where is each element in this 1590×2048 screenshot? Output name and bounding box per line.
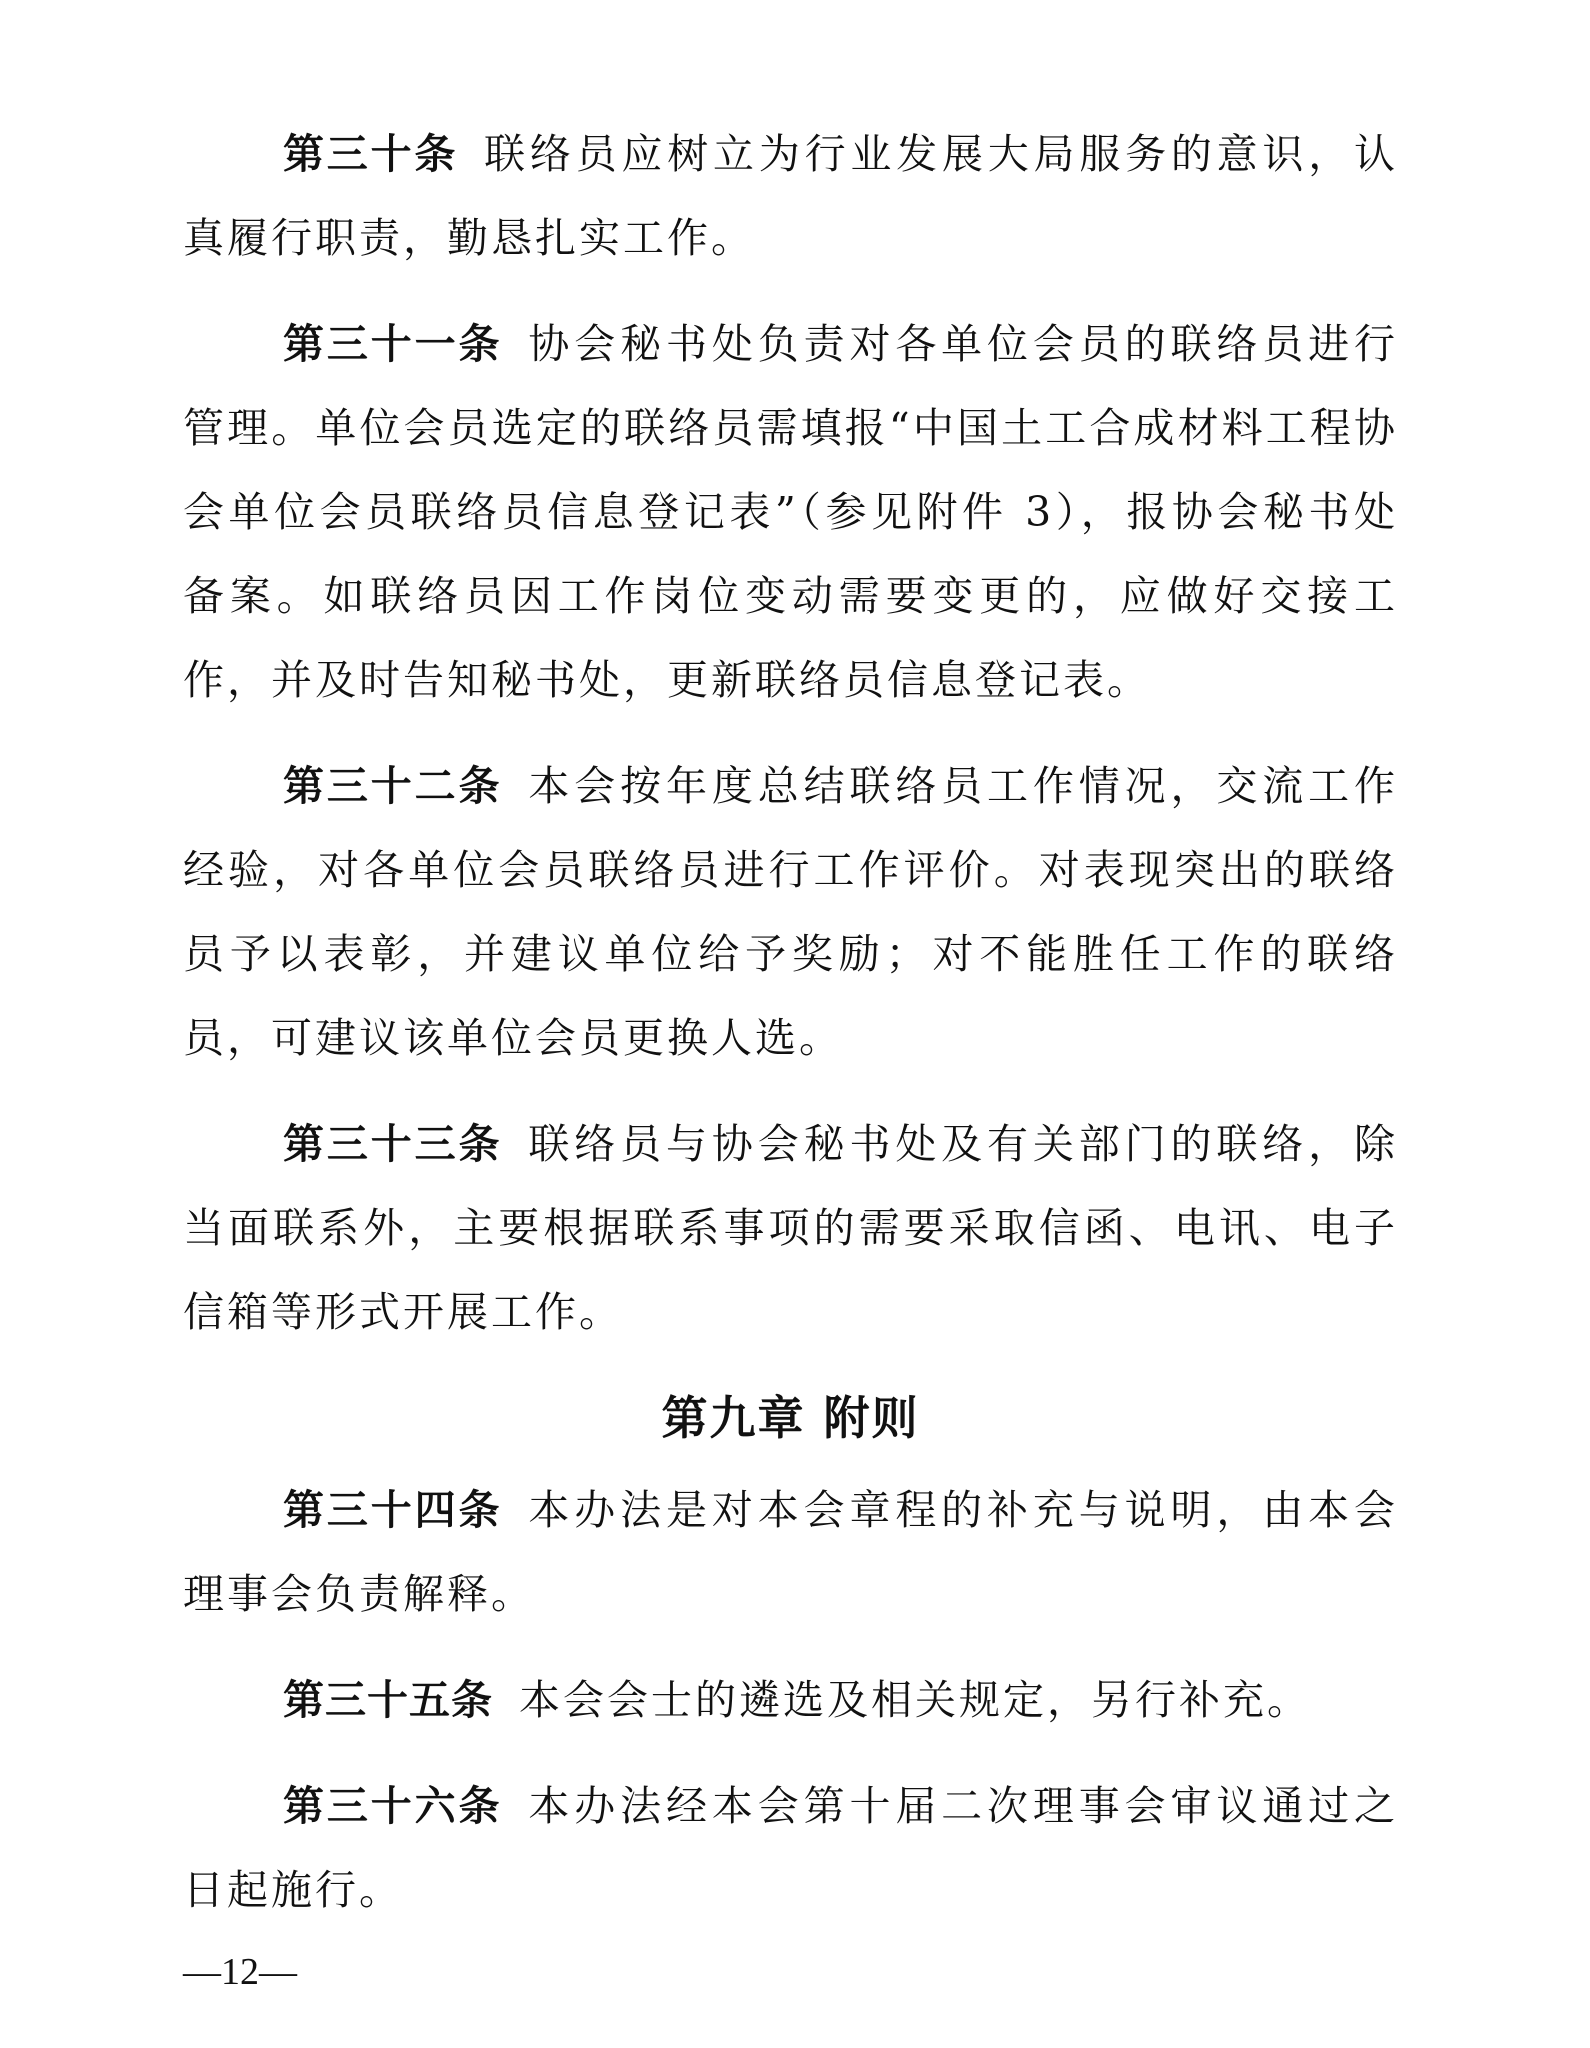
article-30 — [183, 112, 1398, 280]
article-text: 联络员与协会秘书处及有关部门的联络，除当面联系外，主要根据联系事项的需要采取信函、电讯、电子信箱等形式开展工作。 — [183, 1120, 1399, 1336]
page-number: —12— — [183, 1951, 297, 1993]
article-text: 本办法是对本会章程的补充与说明，由本会理事会负责解释。 — [183, 1486, 1399, 1618]
article-number: 第三十五条 — [283, 1676, 493, 1724]
article-number: 第三十四条 — [283, 1486, 503, 1534]
article-32 — [183, 744, 1398, 1080]
article-33 — [183, 1102, 1398, 1354]
article-number: 第三十二条 — [283, 762, 503, 810]
article-text: 本办法经本会第十届二次理事会审议通过之日起施行。 — [183, 1782, 1399, 1914]
article-35 — [183, 1658, 1398, 1742]
article-36 — [183, 1764, 1398, 1932]
article-34 — [183, 1468, 1398, 1636]
article-31 — [183, 302, 1398, 722]
article-number: 第三十三条 — [283, 1120, 503, 1168]
article-number: 第三十一条 — [283, 320, 503, 368]
article-text: 联络员应树立为行业发展大局服务的意识，认真履行职责，勤恳扎实工作。 — [183, 130, 1399, 262]
article-number: 第三十六条 — [283, 1782, 503, 1830]
article-number: 第三十条 — [283, 130, 459, 178]
document-page — [183, 112, 1398, 1954]
article-text: 本会会士的遴选及相关规定，另行补充。 — [519, 1676, 1311, 1724]
article-text: 协会秘书处负责对各单位会员的联络员进行管理。单位会员选定的联络员需填报“中国土工合成材料工程协会单位会员联络员信息登记表”（参见附件 3），报协会秘书处备案。如联络员因工作岗位变动需要变更的，应做好交接工作，并及时告知秘书处，更新联络员信息登记表。 — [183, 320, 1399, 704]
chapter-title: 第九章 附则 — [661, 1391, 920, 1445]
article-text: 本会按年度总结联络员工作情况，交流工作经验，对各单位会员联络员进行工作评价。对表现突出的联络员予以表彰，并建议单位给予奖励；对不能胜任工作的联络员，可建议该单位会员更换人选。 — [183, 762, 1399, 1062]
